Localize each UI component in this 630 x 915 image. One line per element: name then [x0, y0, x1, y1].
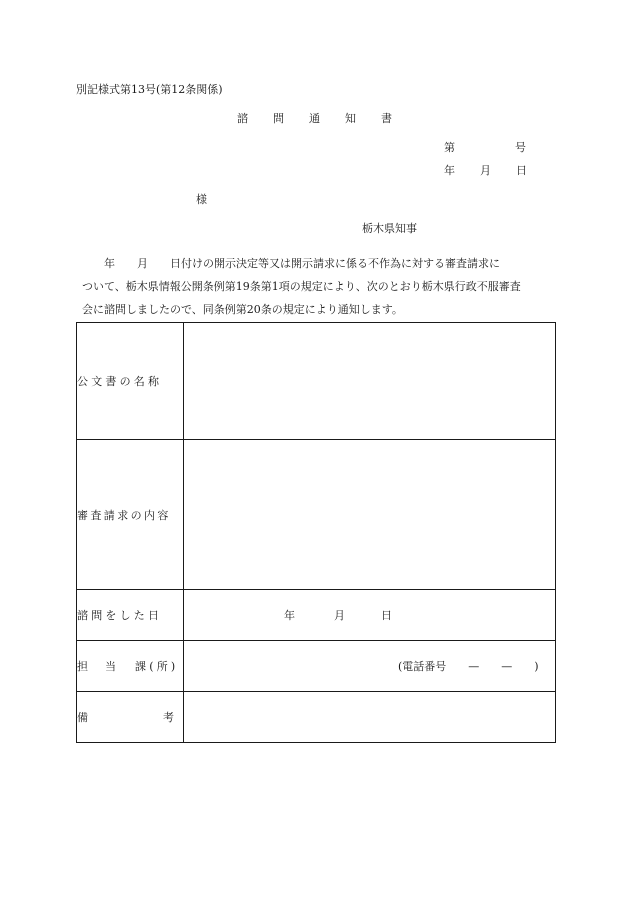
number-gou: 号: [515, 141, 526, 154]
document-title: [237, 113, 417, 124]
date-year: 年: [444, 164, 455, 177]
sender: 栃木県知事: [362, 222, 417, 235]
inquiry-month: 月: [334, 609, 345, 622]
form-label: 別記様式第13号(第12条関係): [76, 83, 223, 96]
inquiry-day: 日: [381, 609, 392, 622]
body-text: [82, 252, 557, 321]
remarks-label-cell: [77, 692, 184, 743]
dept-label-char: 担: [77, 660, 92, 673]
table-row: [77, 590, 556, 641]
dept-field[interactable]: [184, 641, 556, 692]
remarks-field[interactable]: [184, 692, 556, 743]
title-char: 書: [381, 112, 392, 125]
notice-table: [76, 322, 556, 743]
body-line: 年 月 日付けの開示決定等又は開示請求に係る不作為に対する審査請求に: [82, 257, 500, 270]
request-content-field[interactable]: [184, 440, 556, 590]
title-char: 通: [309, 112, 320, 125]
document-name-label-cell: [77, 323, 184, 440]
dept-label-char: 当: [105, 660, 120, 673]
table-row: [77, 692, 556, 743]
table-row: [77, 323, 556, 440]
document-name-field[interactable]: [184, 323, 556, 440]
request-content-label-cell: [77, 440, 184, 590]
body-line: ついて、栃木県情報公開条例第19条第1項の規定により、次のとおり栃木県行政不服審査: [82, 280, 521, 293]
title-char: 問: [273, 112, 284, 125]
remarks-label-char: 備: [77, 711, 92, 724]
request-content-label: 審査請求の内容: [77, 508, 171, 522]
dept-label-cell: [77, 641, 184, 692]
title-char: 諮: [237, 112, 248, 125]
date-month: 月: [480, 164, 491, 177]
number-dai: 第: [444, 141, 455, 154]
table-row: [77, 641, 556, 692]
title-char: 知: [345, 112, 356, 125]
body-line: 会に諮問しましたので、同条例第20条の規定により通知します。: [82, 303, 403, 316]
remarks-label-char: 考: [163, 711, 178, 724]
document-name-label: 公文書の名称: [77, 375, 163, 388]
inquiry-date-label-cell: [77, 590, 184, 641]
inquiry-year: 年: [284, 609, 295, 622]
dept-label-char: 課(所): [135, 660, 179, 673]
inquiry-date-label: 諮問をした日: [77, 609, 163, 622]
table-row: [77, 440, 556, 590]
addressee-suffix: 様: [196, 193, 207, 206]
inquiry-date-field[interactable]: [184, 590, 556, 641]
phone-number-label: (電話番号 — — ): [398, 660, 539, 673]
date-day: 日: [516, 164, 527, 177]
